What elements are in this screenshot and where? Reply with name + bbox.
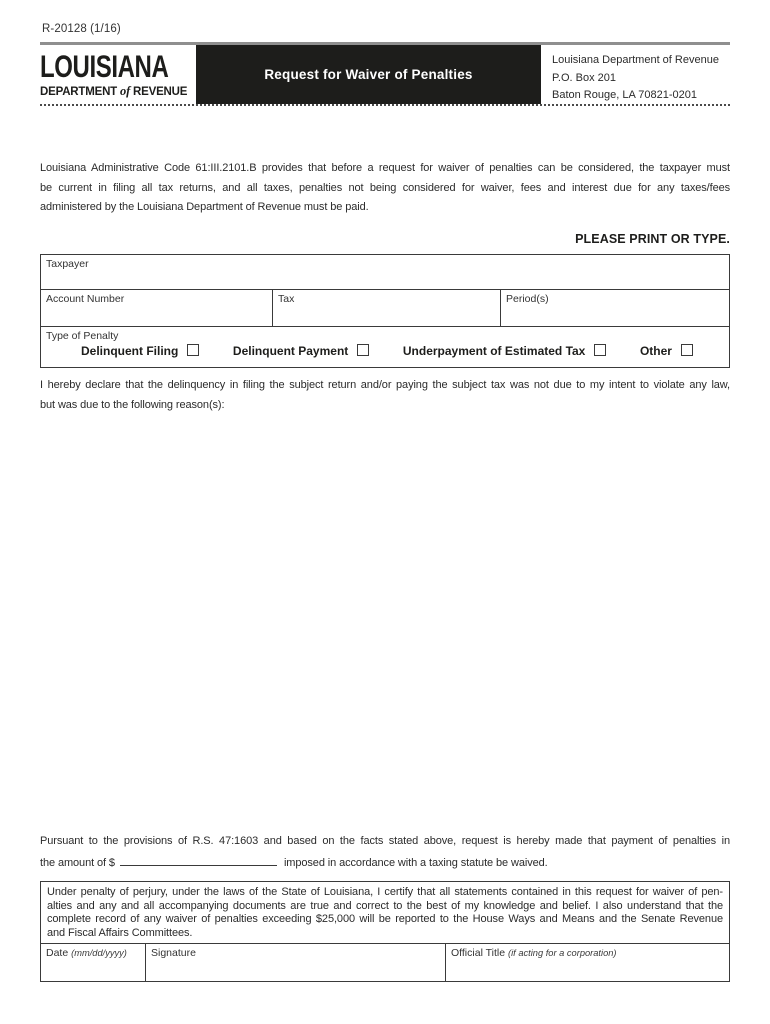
logo-dept-word: DEPARTMENT xyxy=(40,86,118,98)
address-line: Louisiana Department of Revenue xyxy=(552,54,719,66)
official-title-hint: (if acting for a corporation) xyxy=(508,948,617,959)
tax-label: Tax xyxy=(278,293,295,305)
date-label-text: Date xyxy=(46,947,69,960)
logo-revenue-word: REVENUE xyxy=(133,86,188,98)
intro-paragraph xyxy=(40,159,730,218)
address-line: P.O. Box 201 xyxy=(552,71,617,84)
official-title-field[interactable] xyxy=(446,944,729,981)
address-line: Baton Rouge, LA 70821-0201 xyxy=(552,89,697,101)
perjury-line: Under penalty of perjury, under the laws of the State of Louisiana, I certify that all statements contained in this request for waiver of pen- xyxy=(47,886,723,898)
periods-label: Period(s) xyxy=(506,293,549,305)
print-or-type-note: PLEASE PRINT OR TYPE. xyxy=(575,232,730,246)
form-header xyxy=(40,45,730,104)
taxpayer-label: Taxpayer xyxy=(46,258,89,270)
underpayment-estimated-tax-checkbox[interactable] xyxy=(594,344,606,356)
intro-line: be current in filing all tax returns, and all taxes, penalties not being considered for waiver, fees and interest due for any taxes/fees xyxy=(40,181,730,194)
perjury-line: complete record of any waiver of penalties exceeding $25,000 will be reported to the House Ways and Means and the Senate Revenue xyxy=(47,913,723,926)
logo-department-line xyxy=(40,84,196,99)
agency-logo xyxy=(40,45,196,104)
penalty-options xyxy=(41,342,729,358)
certification-box xyxy=(40,881,730,982)
penalty-option-underpayment-estimated-tax xyxy=(403,344,606,358)
logo-of-word: of xyxy=(120,84,131,98)
type-of-penalty-label: Type of Penalty xyxy=(46,330,119,342)
date-format-hint: (mm/dd/yyyy) xyxy=(71,948,127,959)
other-checkbox[interactable] xyxy=(681,344,693,356)
delinquent-payment-checkbox[interactable] xyxy=(357,344,369,356)
header-dotted-rule xyxy=(40,104,730,106)
type-of-penalty-row xyxy=(41,327,729,367)
perjury-line: and Fiscal Affairs Committees. xyxy=(47,926,193,939)
delinquent-filing-checkbox[interactable] xyxy=(187,344,199,356)
intro-line: administered by the Louisiana Department of Revenue must be paid. xyxy=(40,201,369,213)
penalty-option-label: Other xyxy=(639,344,672,358)
official-title-label xyxy=(446,944,729,959)
account-number-field[interactable] xyxy=(41,290,273,326)
date-label xyxy=(41,944,145,959)
agency-address xyxy=(541,45,730,104)
declaration-line: I hereby declare that the delinquency in filing the subject return and/or paying the subject tax was not due to my intent to violate any law, xyxy=(40,379,730,391)
penalty-option-label: Delinquent Payment xyxy=(232,344,349,358)
penalty-option-delinquent-filing xyxy=(81,344,199,358)
taxpayer-info-table xyxy=(40,254,730,368)
declaration-line: but was due to the following reason(s): xyxy=(40,399,225,411)
periods-field[interactable] xyxy=(501,290,729,326)
signature-field[interactable] xyxy=(146,944,446,981)
intro-line: Louisiana Administrative Code 61:III.2101.B provides that before a request for waiver of penalties can be considered, the taxpayer must xyxy=(40,162,730,174)
date-field[interactable] xyxy=(41,944,146,981)
tax-field[interactable] xyxy=(273,290,501,326)
amount-prefix: the amount of $ xyxy=(40,857,115,869)
perjury-statement xyxy=(41,882,729,943)
taxpayer-field[interactable] xyxy=(41,255,729,290)
amount-blank-field[interactable] xyxy=(120,853,277,866)
logo-wordmark: LOUISIANA xyxy=(40,49,169,85)
amount-suffix: imposed in accordance with a taxing statute be waived. xyxy=(283,857,548,869)
reasons-writing-area[interactable] xyxy=(40,420,730,820)
official-title-label-text: Official Title xyxy=(451,947,506,960)
penalty-option-label: Delinquent Filing xyxy=(81,344,179,358)
penalty-option-label: Underpayment of Estimated Tax xyxy=(402,344,586,358)
account-tax-period-row xyxy=(41,290,729,327)
penalty-option-other xyxy=(640,344,693,358)
penalty-option-delinquent-payment xyxy=(233,344,369,358)
request-line: Pursuant to the provisions of R.S. 47:1603 and based on the facts stated above, request is hereby made that payment of penalties in xyxy=(40,835,730,847)
account-number-label: Account Number xyxy=(46,293,125,305)
signature-label: Signature xyxy=(151,947,196,960)
form-number: R-20128 (1/16) xyxy=(42,23,121,35)
form-title: Request for Waiver of Penalties xyxy=(264,67,473,82)
title-banner xyxy=(196,45,541,104)
request-amount-line xyxy=(40,851,730,875)
request-paragraph xyxy=(40,831,730,875)
perjury-line: alties and any and all accompanying documents are true and correct to the best of my knowledge and belief. I also understand that the xyxy=(47,899,723,912)
signature-row xyxy=(41,943,729,981)
declaration-paragraph xyxy=(40,375,730,415)
